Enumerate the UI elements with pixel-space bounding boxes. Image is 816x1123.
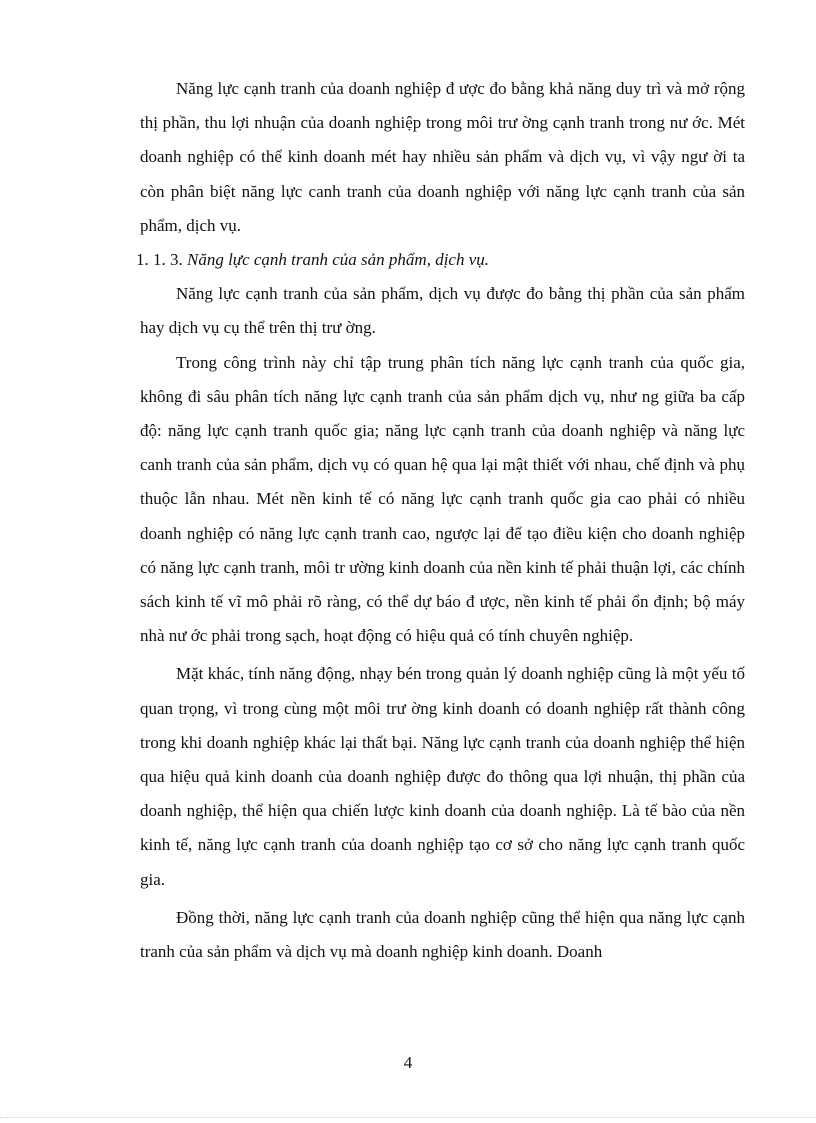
section-heading xyxy=(136,243,745,277)
body-text xyxy=(136,72,745,969)
paragraph-competitiveness-enterprise: Năng lực cạnh tranh của doanh nghiệp đ ược đo bằng khả năng duy trì và mở rộng thị phần, thu lợi nhuận của doanh nghiệp trong môi trư ờng cạnh tranh trong nư ớc. Mét doanh nghiệp có thể kinh doanh mét hay nhiều sản phẩm và dịch vụ, vì vậy ngư ời ta còn phân biệt năng lực canh tranh của doanh nghiệp với năng lực cạnh tranh của sản phẩm, dịch vụ. xyxy=(140,79,745,235)
page-number: 4 xyxy=(403,1053,413,1072)
paragraph-management-dynamics: Mặt khác, tính năng động, nhạy bén trong quản lý doanh nghiệp cũng là một yếu tố quan trọng, vì trong cùng một môi trư ờng kinh doanh có doanh nghiệp rất thành công trong khi doanh nghiệp khác lại thất bại. Năng lực cạnh tranh của doanh nghiệp thể hiện qua hiệu quả kinh doanh của doanh nghiệp được đo thông qua lợi nhuận, thị phần của doanh nghiệp, thể hiện qua chiến lược kinh doanh của doanh nghiệp. Là tế bào của nền kinh tế, năng lực cạnh tranh của doanh nghiệp tạo cơ sở cho năng lực cạnh tranh quốc gia. xyxy=(140,664,745,889)
paragraph-competitiveness-product: Năng lực cạnh tranh của sản phẩm, dịch vụ được đo bằng thị phần của sản phẩm hay dịch vụ cụ thể trên thị trư ờng. xyxy=(140,284,745,338)
paragraph-study-scope: Trong công trình này chỉ tập trung phân tích năng lực cạnh tranh của quốc gia, không đi sâu phân tích năng lực cạnh tranh của sản phẩm dịch vụ, như ng giữa ba cấp độ: năng lực cạnh tranh quốc gia; năng lực cạnh tranh của doanh nghiệp và năng lực canh tranh của sản phẩm, dịch vụ có quan hệ qua lại mật thiết với nhau, chế định và phụ thuộc lẫn nhau. Mét nền kinh tế có năng lực cạnh tranh quốc gia cao phải có nhiều doanh nghiệp có năng lực cạnh tranh cao, ngược lại để tạo điều kiện cho doanh nghiệp có năng lực cạnh tranh, môi tr ường kinh doanh của nền kinh tế phải thuận lợi, các chính sách kinh tế vĩ mô phải rõ ràng, có thể dự báo đ ược, nền kinh tế phải ổn định; bộ máy nhà nư ớc phải trong sạch, hoạt động có hiệu quả có tính chuyên nghiệp. xyxy=(140,352,745,646)
paragraph-simultaneously: Đồng thời, năng lực cạnh tranh của doanh nghiệp cũng thể hiện qua năng lực cạnh tranh của sản phẩm và dịch vụ mà doanh nghiệp kinh doanh. Doanh xyxy=(140,907,745,962)
section-number: 1. 1. 3. xyxy=(136,250,187,270)
page-bottom-divider xyxy=(0,1117,816,1118)
section-title: Năng lực cạnh tranh của sản phẩm, dịch vụ. xyxy=(187,250,490,270)
